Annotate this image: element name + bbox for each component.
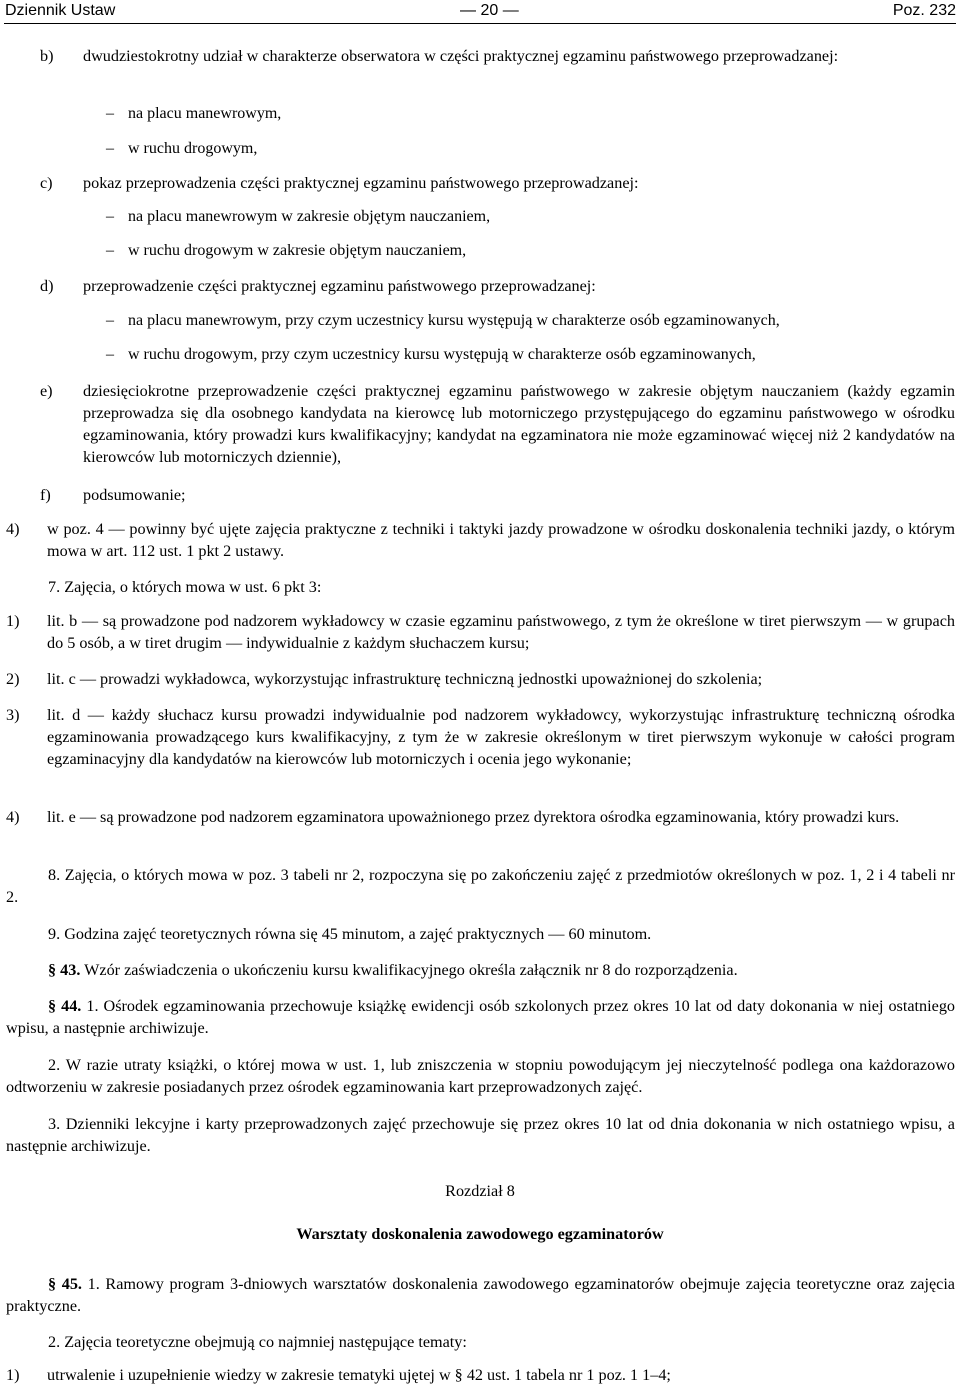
list-text: przeprowadzenie części praktycznej egzaminu państwowego przeprowadzanej:: [83, 277, 596, 295]
section-text: 1. Ośrodek egzaminowania przechowuje książkę ewidencji osób szkolonych przez okres 10 lat od daty dokonania w niej ostatniego wpisu, a następnie archiwizuje.: [6, 997, 956, 1037]
section-text: Wzór zaświadczenia o ukończeniu kursu kwalifikacyjnego określa załącznik nr 8 do rozporządzenia.: [80, 961, 738, 979]
dash-text: w ruchu drogowym, przy czym uczestnicy kursu występują w charakterze osób egzaminowanych,: [128, 346, 756, 363]
dash-marker: –: [106, 312, 114, 329]
dash-item: [106, 310, 780, 332]
dash-text: w ruchu drogowym w zakresie objętym nauczaniem,: [128, 242, 467, 259]
section-44-2: 2. W razie utraty książki, o której mowa w ust. 1, lub zniszczenia w stopniu powodującym jej nieczytelność podlega ona każdorazowo odtworzeniu w zakresie posiadanych przez ośrodek egzaminowania kart przeprowadzonych zajęć.: [6, 1056, 955, 1096]
list-marker: 3): [6, 706, 20, 724]
position-number: Poz. 232: [892, 2, 956, 19]
list-item-f: [40, 484, 955, 506]
list-text: dwudziestokrotny udział w charakterze obserwatora w części praktycznej egzaminu państwowego przeprowadzanej:: [83, 47, 839, 65]
dash-marker: –: [106, 346, 114, 363]
list-text: dziesięciokrotne przeprowadzenie części praktycznej egzaminu państwowego w zakresie objętym nauczaniem (każdy egzamin przeprowadza się dla osobnego kandydata na kierowcę lub motorniczego przystępującego do egzaminu państwowego w ośrodku egzaminowania, który prowadzi kurs kwalifikacyjny; kandydat na egzaminatora nie może egzaminować więcej niż 2 kandydatów na kierowców lub motorniczych dziennie),: [83, 382, 955, 466]
dash-text: na placu manewrowym,: [128, 105, 282, 122]
list-item-7-2: [6, 668, 955, 690]
list-item-7-4: [6, 806, 955, 828]
header-rule: [4, 23, 956, 24]
chapter-title: Warsztaty doskonalenia zawodowego egzaminatorów: [296, 1225, 664, 1243]
list-item-b: [40, 45, 955, 67]
dash-item: [106, 103, 281, 125]
dash-marker: –: [106, 242, 114, 259]
dash-text: na placu manewrowym, przy czym uczestnicy kursu występują w charakterze osób egzaminowanych,: [128, 312, 780, 329]
list-marker: 2): [6, 670, 20, 688]
list-item-d: [40, 275, 955, 297]
paragraph-8: 8. Zajęcia, o których mowa w poz. 3 tabeli nr 2, rozpoczyna się po zakończeniu zajęć z przedmiotów określonych w poz. 1, 2 i 4 tabeli nr 2.: [6, 866, 955, 906]
list-item-7-1: [6, 610, 955, 654]
list-marker: 4): [6, 520, 20, 538]
list-item-4: [6, 518, 955, 562]
list-item-7-3: [6, 704, 955, 770]
list-text: lit. c — prowadzi wykładowca, wykorzystując infrastrukturę techniczną jednostki upoważnionej do szkolenia;: [47, 670, 763, 688]
list-text: lit. e — są prowadzone pod nadzorem egzaminatora upoważnionego przez dyrektora ośrodka egzaminowania, który prowadzi kurs.: [47, 808, 900, 826]
chapter-label: Rozdział 8: [445, 1182, 515, 1200]
list-marker: 1): [6, 612, 20, 630]
list-text: lit. b — są prowadzone pod nadzorem wykładowcy w czasie egzaminu państwowego, z tym że określone w tiret pierwszym — w grupach do 5 osób, a w tiret drugim — indywidualnie z każdym słuchaczem kursu;: [47, 612, 955, 652]
list-text: podsumowanie;: [83, 486, 186, 504]
list-text: lit. d — każdy słuchacz kursu prowadzi indywidualnie pod nadzorem wykładowcy, wykorzystując infrastrukturę techniczną ośrodka egzaminowania prowadzącego kurs kwalifikacyjny, z tym że w zakresie określonym w tiret pierwszym wykonuje w całości program egzaminacyjny dla kandydatów na kierowców lub motorniczych i ocenia jego wykonanie;: [47, 706, 955, 768]
section-text: 1. Ramowy program 3-dniowych warsztatów doskonalenia zawodowego egzaminatorów obejmuje zajęcia teoretyczne oraz zajęcia praktyczne.: [6, 1275, 955, 1315]
list-text: pokaz przeprowadzenia części praktycznej egzaminu państwowego przeprowadzanej:: [83, 174, 639, 192]
list-text: w poz. 4 — powinny być ujęte zajęcia praktyczne z techniki i taktyki jazdy prowadzone w ośrodku doskonalenia techniki jazdy, o którym mowa w art. 112 ust. 1 pkt 2 ustawy.: [47, 520, 955, 560]
dash-item: [106, 206, 490, 228]
paragraph-9: 9. Godzina zajęć teoretycznych równa się 45 minutom, a zajęć praktycznych — 60 minutom.: [48, 925, 652, 943]
list-item-e: [40, 380, 955, 468]
page-header: [0, 0, 960, 22]
dash-marker: –: [106, 140, 114, 157]
list-text: utrwalenie i uzupełnienie wiedzy w zakresie tematyki ujętej w § 42 ust. 1 tabela nr 1 poz. 1 1–4;: [47, 1366, 671, 1384]
dash-item: [106, 344, 756, 366]
section-45-2: 2. Zajęcia teoretyczne obejmują co najmniej następujące tematy:: [48, 1333, 467, 1351]
section-44-3: 3. Dzienniki lekcyjne i karty przeprowadzonych zajęć przechowuje się przez okres 10 lat od dnia dokonania w nich ostatniego wpisu, a następnie archiwizuje.: [6, 1115, 955, 1155]
dash-text: w ruchu drogowym,: [128, 140, 258, 157]
dash-marker: –: [106, 105, 114, 122]
list-marker: b): [40, 47, 54, 65]
dash-item: [106, 138, 257, 160]
dash-marker: –: [106, 208, 114, 225]
list-marker: e): [40, 382, 53, 400]
page-number: — 20 —: [460, 2, 519, 19]
journal-title: Dziennik Ustaw: [5, 2, 116, 19]
section-number: § 45.: [48, 1275, 82, 1293]
list-marker: f): [40, 486, 51, 504]
list-item-c: [40, 172, 955, 194]
dash-item: [106, 240, 466, 262]
list-marker: 4): [6, 808, 20, 826]
list-marker: 1): [6, 1366, 20, 1384]
section-45: [6, 1273, 955, 1317]
list-marker: d): [40, 277, 54, 295]
section-44: [6, 995, 955, 1039]
section-number: § 43.: [48, 961, 81, 979]
dash-text: na placu manewrowym w zakresie objętym nauczaniem,: [128, 208, 491, 225]
list-item-45-1: [6, 1364, 955, 1386]
paragraph-7: 7. Zajęcia, o których mowa w ust. 6 pkt 3:: [48, 578, 322, 596]
section-number: § 44.: [48, 997, 82, 1015]
section-43: [6, 959, 955, 981]
list-marker: c): [40, 174, 53, 192]
